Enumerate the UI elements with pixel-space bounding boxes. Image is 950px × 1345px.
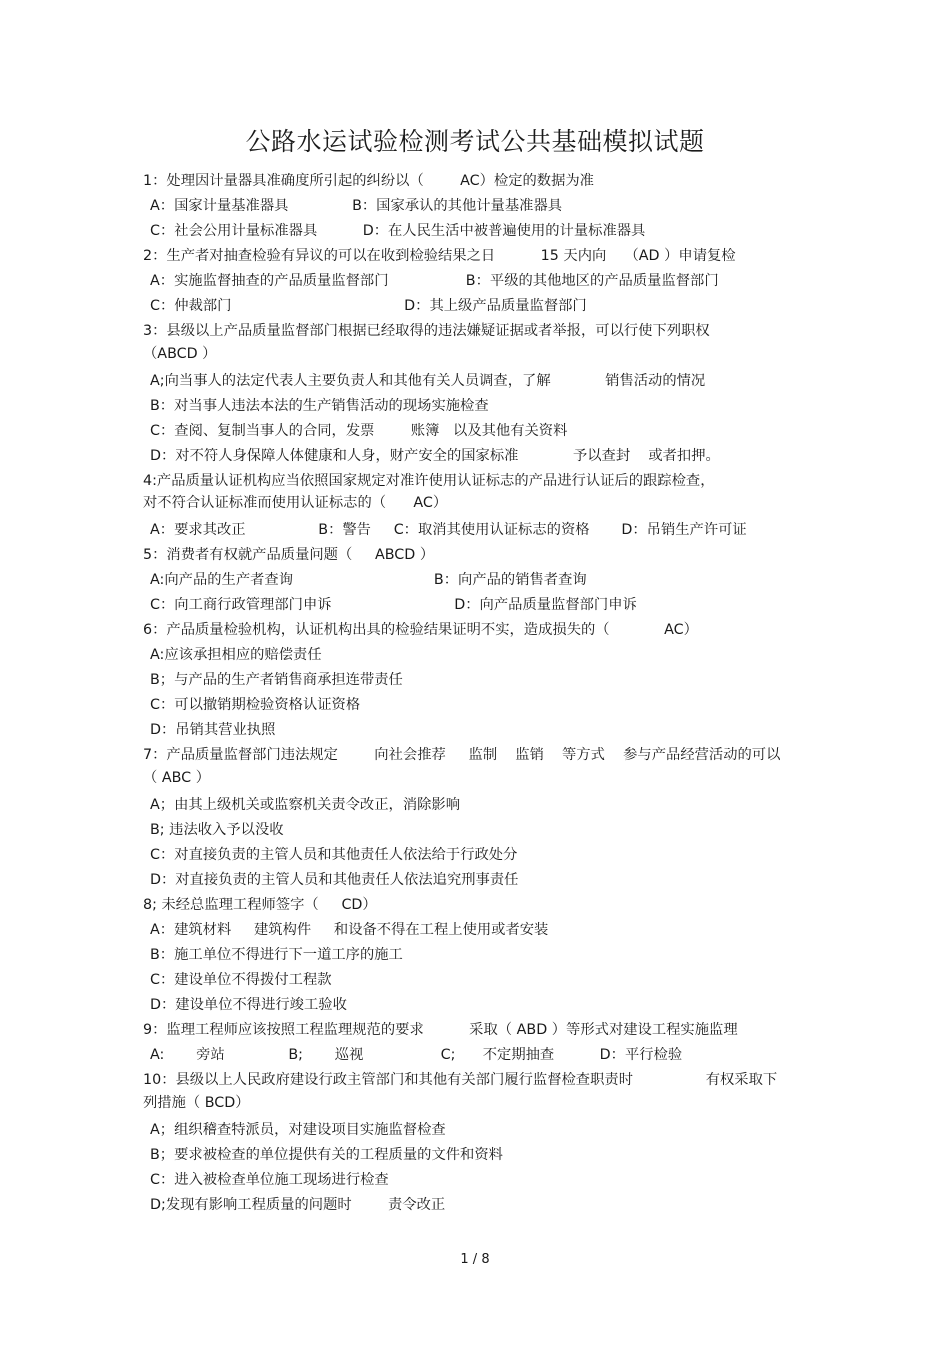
text-line: 6：产品质量检验机构，认证机构出具的检验结果证明不实，造成损失的（ AC） [143,622,698,638]
text-line: 1：处理因计量器具准确度所引起的纠纷以（ AC）检定的数据为准 [143,173,594,189]
text-line: 3：县级以上产品质量监督部门根据已经取得的违法嫌疑证据或者举报，可以行使下列职权 [143,323,710,339]
text-line: D：建设单位不得进行竣工验收 [150,997,347,1013]
text-line: C：对直接负责的主管人员和其他责任人依法给于行政处分 [150,847,518,863]
text-line: B；要求被检查的单位提供有关的工程质量的文件和资料 [150,1147,503,1163]
page-title: 公路水运试验检测考试公共基础模拟试题 [245,127,705,156]
text-line: （ABCD ） [143,346,217,362]
text-line: 8; 未经总监理工程师签字（ CD） [143,897,377,913]
text-line: 列措施（ BCD） [143,1095,250,1111]
text-line: C：可以撤销期检验资格认证资格 [150,697,361,713]
text-line: A：实施监督抽查的产品质量监督部门 B：平级的其他地区的产品质量监督部门 [150,273,719,289]
text-line: A：要求其改正 B：警告 C：取消其使用认证标志的资格 D：吊销生产许可证 [150,522,747,538]
text-line: A：国家计量基准器具 B：国家承认的其他计量基准器具 [150,198,563,214]
text-line: 9：监理工程师应该按照工程监理规范的要求 采取（ ABD ）等形式对建设工程实施监理 [143,1022,738,1038]
text-line: C：向工商行政管理部门申诉 D：向产品质量监督部门申诉 [150,597,637,613]
text-line: 对不符合认证标准而使用认证标志的（ AC） [143,495,448,511]
text-line: A:应该承担相应的赔偿责任 [150,647,322,663]
text-line: D：对不符人身保障人体健康和人身，财产安全的国家标准 予以查封 或者扣押。 [150,448,720,464]
text-line: 7：产品质量监督部门违法规定 向社会推荐 监制 监销 等方式 参与产品经营活动的可以 [143,747,781,763]
text-line: C：查阅、复制当事人的合同，发票 账簿 以及其他有关资料 [150,423,568,439]
text-line: 10：县级以上人民政府建设行政主管部门和其他有关部门履行监督检查职责时 有权采取下 [143,1072,778,1088]
text-line: A：建筑材料 建筑构件 和设备不得在工程上使用或者安装 [150,922,549,938]
text-line: C：仲裁部门 D：其上级产品质量监督部门 [150,298,587,314]
text-line: 2：生产者对抽查检验有异议的可以在收到检验结果之日 15 天内向 （AD ）申请复检 [143,248,736,264]
text-line: B：施工单位不得进行下一道工序的施工 [150,947,403,963]
text-line: 4:产品质量认证机构应当依照国家规定对准许使用认证标志的产品进行认证后的跟踪检查， [143,473,715,489]
page-number: 1 / 8 [460,1252,490,1267]
text-line: A；组织稽查特派员，对建设项目实施监督检查 [150,1122,446,1138]
text-line: D;发现有影响工程质量的问题时 责令改正 [150,1197,446,1213]
text-line: C：进入被检查单位施工现场进行检查 [150,1172,389,1188]
text-line: C：建设单位不得拨付工程款 [150,972,332,988]
text-line: B：对当事人违法本法的生产销售活动的现场实施检查 [150,398,489,414]
text-line: C：社会公用计量标准器具 D：在人民生活中被普遍使用的计量标准器具 [150,223,646,239]
text-line: A:向产品的生产者查询 B：向产品的销售者查询 [150,572,587,588]
text-line: D：吊销其营业执照 [150,722,276,738]
text-line: B; 违法收入予以没收 [150,822,284,838]
text-line: D：对直接负责的主管人员和其他责任人依法追究刑事责任 [150,872,519,888]
text-line: A;向当事人的法定代表人主要负责人和其他有关人员调查，了解 销售活动的情况 [150,373,706,389]
text-line: （ ABC ） [143,770,211,786]
text-line: 5：消费者有权就产品质量问题（ ABCD ） [143,547,435,563]
text-line: A；由其上级机关或监察机关责令改正，消除影响 [150,797,461,813]
text-line: A: 旁站 B; 巡视 C; 不定期抽查 D：平行检验 [150,1047,683,1063]
text-line: B；与产品的生产者销售商承担连带责任 [150,672,403,688]
